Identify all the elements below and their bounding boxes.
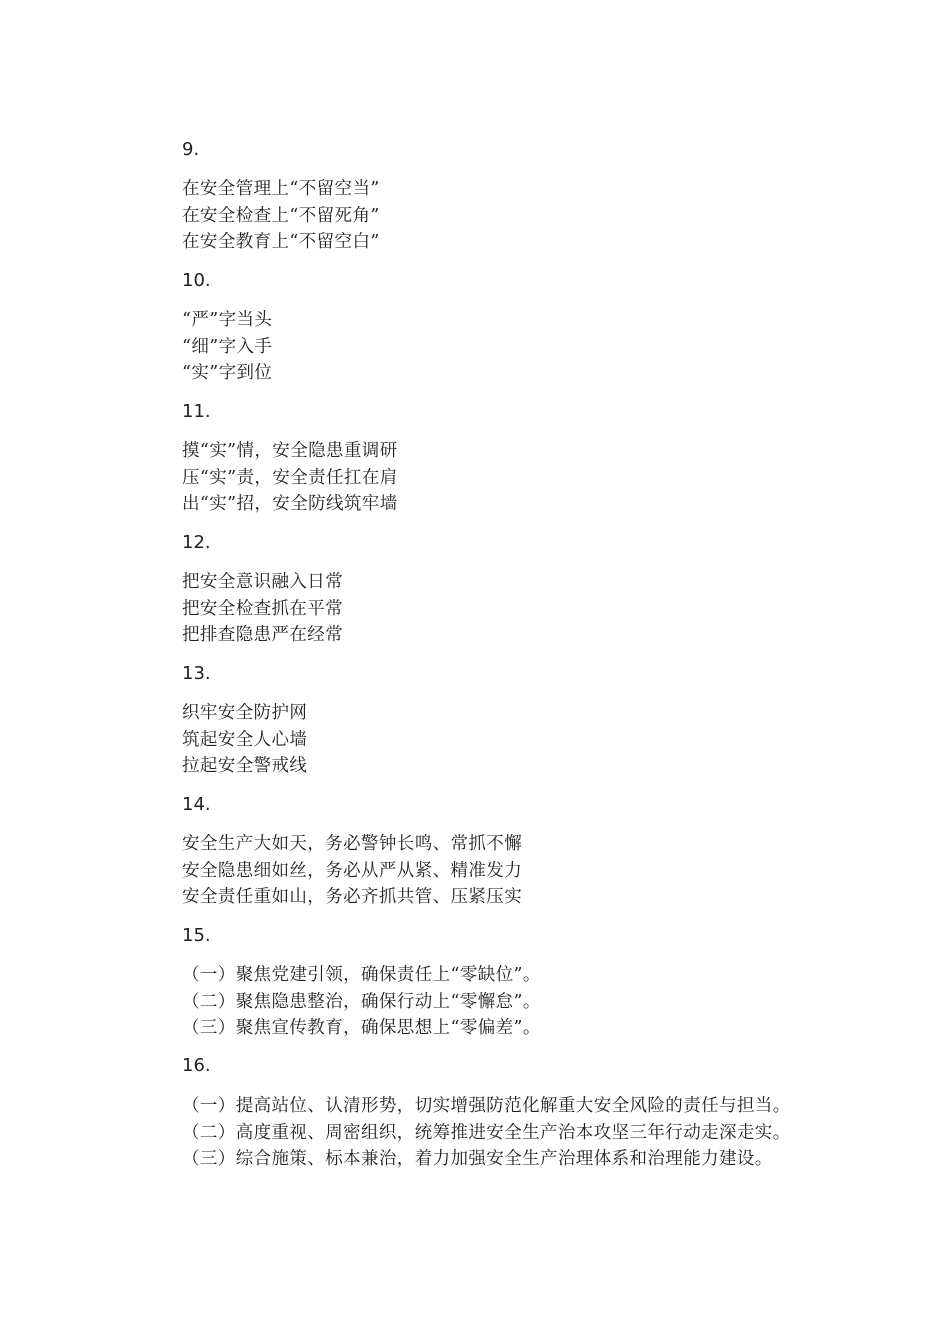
text-line: 压“实”责，安全责任扛在肩 (182, 467, 398, 488)
text-line: （二）聚焦隐患整治，确保行动上“零懈怠”。 (182, 991, 541, 1012)
section-16 (182, 1055, 211, 1077)
section-9 (182, 139, 380, 256)
text-line: 把排查隐患严在经常 (182, 625, 344, 645)
text-line: “严”字当头 (182, 310, 273, 330)
section-number: 9. (182, 139, 200, 160)
text-line: 安全责任重如山，务必齐抓共管、压紧压实 (182, 887, 523, 907)
section-number: 13. (182, 663, 211, 684)
paragraph: （三）综合施策、标本兼治，着力加强安全生产治理体系和治理能力建设。 (182, 1149, 773, 1169)
text-line: 摸“实”情，安全隐患重调研 (182, 441, 398, 461)
section-number: 11. (182, 401, 211, 422)
section-lines (182, 569, 343, 649)
section-number: 14. (182, 794, 211, 815)
text-line: “实”字到位 (182, 363, 273, 383)
text-line: 把安全检查抓在平常 (182, 598, 344, 619)
section-lines (182, 700, 307, 780)
section-number: 12. (182, 532, 211, 553)
section-number: 10. (182, 270, 211, 291)
text-line: 织牢安全防护网 (182, 703, 308, 723)
section-14 (182, 794, 522, 911)
section-lines (182, 176, 380, 256)
section-number: 15. (182, 925, 211, 946)
text-line: 在安全管理上“不留空当” (182, 179, 380, 199)
text-line: 拉起安全警戒线 (182, 756, 308, 776)
text-line: 在安全检查上“不留死角” (182, 205, 380, 226)
text-line: 在安全教育上“不留空白” (182, 232, 380, 252)
paragraph: （二）高度重视、周密组织，统筹推进安全生产治本攻坚三年行动走深走实。 (182, 1122, 791, 1143)
section-lines (182, 962, 541, 1042)
text-line: 把安全意识融入日常 (182, 572, 344, 592)
section-15 (182, 925, 541, 1042)
text-line: “细”字入手 (182, 336, 273, 357)
text-line: 出“实”招，安全防线筑牢墙 (182, 494, 398, 514)
section-12 (182, 532, 343, 649)
text-line: 安全隐患细如丝，务必从严从紧、精准发力 (182, 860, 523, 881)
section-lines (182, 307, 272, 387)
text-line: （三）聚焦宣传教育，确保思想上“零偏差”。 (182, 1018, 541, 1038)
text-line: （一）聚焦党建引领，确保责任上“零缺位”。 (182, 965, 541, 985)
section-10 (182, 270, 272, 387)
section-lines (182, 831, 522, 911)
section-16-paragraphs (143, 1093, 823, 1173)
text-line: 筑起安全人心墙 (182, 729, 308, 750)
section-11 (182, 401, 398, 518)
section-13 (182, 663, 307, 780)
text-line: 安全生产大如天，务必警钟长鸣、常抓不懈 (182, 834, 523, 854)
paragraph: （一）提高站位、认清形势，切实增强防范化解重大安全风险的责任与担当。 (182, 1096, 791, 1116)
section-number: 16. (182, 1055, 211, 1076)
section-lines (182, 438, 398, 518)
